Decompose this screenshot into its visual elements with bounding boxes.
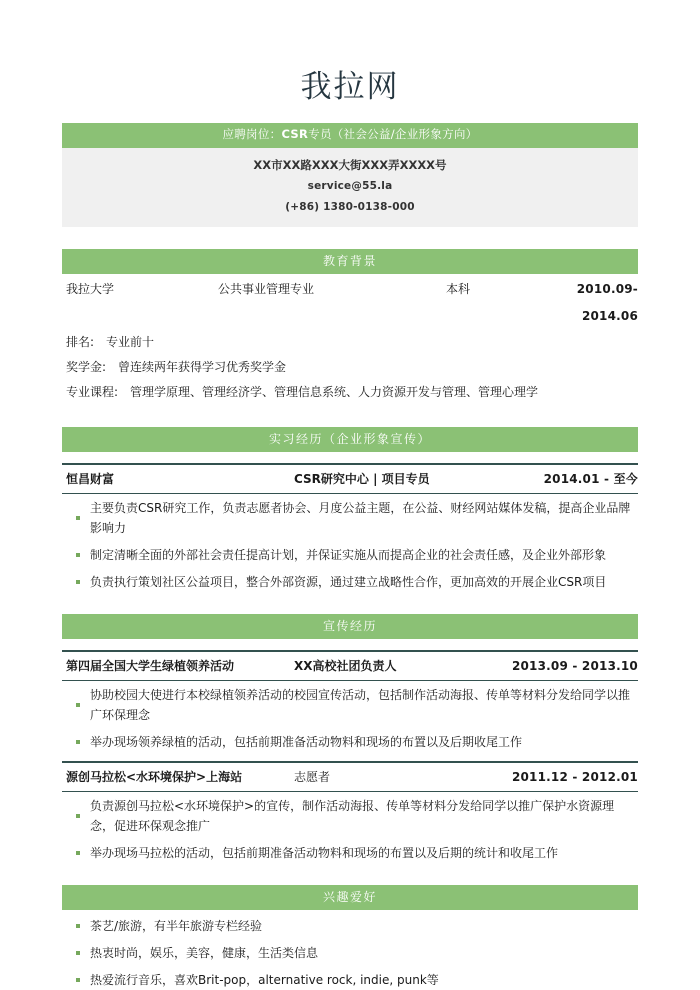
entry-role: XX高校社团负责人 [294, 658, 397, 673]
experience-entry [62, 761, 638, 863]
list-item: 负责执行策划社区公益项目，整合外部资源，通过建立战略性合作，更加高效的开展企业CSR项目 [62, 572, 638, 592]
education-degree: 本科 [446, 281, 471, 296]
job-objective-bar: 应聘岗位：CSR专员（社会公益/企业形象方向） [62, 123, 638, 148]
section-education [62, 249, 638, 405]
education-detail-label: 专业课程: [66, 384, 119, 399]
education-date: 2010.09-2014.06 [576, 281, 638, 323]
education-detail [62, 330, 638, 355]
education-detail [62, 355, 638, 380]
entry-organization: 恒昌财富 [66, 471, 115, 486]
internship-body [62, 452, 638, 592]
entry-role: 志愿者 [294, 769, 331, 784]
section-title-publicity: 宣传经历 [62, 614, 638, 639]
entry-bullet-list [62, 685, 638, 752]
list-item: 茶艺/旅游，有半年旅游专栏经验 [62, 916, 638, 936]
entry-organization: 源创马拉松<水环境保护>上海站 [66, 769, 243, 784]
hobbies-body [62, 910, 638, 990]
list-item: 负责源创马拉松<水环境保护>的宣传，制作活动海报、传单等材料分发给同学以推广保护水资源理念，促进环保观念推广 [62, 796, 638, 836]
education-detail-label: 排名: [66, 334, 95, 349]
education-detail-label: 奖学金: [66, 359, 107, 374]
contact-address: XX市XX路XXX大街XXX弄XXXX号 [253, 157, 447, 172]
education-row [62, 276, 638, 330]
entry-role: CSR研究中心 | 项目专员 [294, 471, 430, 486]
contact-email: service@55.la [307, 179, 393, 192]
section-title-education: 教育背景 [62, 249, 638, 274]
entry-bullet-list [62, 796, 638, 863]
section-internship [62, 427, 638, 592]
contact-phone: (+86) 1380-0138-000 [285, 200, 415, 213]
section-publicity [62, 614, 638, 863]
list-item: 协助校园大使进行本校绿植领养活动的校园宣传活动，包括制作活动海报、传单等材料分发给同学以推广环保理念 [62, 685, 638, 725]
entry-bullet-list [62, 498, 638, 592]
list-item: 举办现场马拉松的活动，包括前期准备活动物料和现场的布置以及后期的统计和收尾工作 [62, 843, 638, 863]
experience-entry [62, 463, 638, 592]
entry-organization: 第四届全国大学生绿植领养活动 [66, 658, 235, 673]
entry-date: 2014.01 - 至今 [543, 471, 638, 486]
entry-header [62, 763, 638, 792]
entry-header [62, 465, 638, 494]
education-detail-value: 专业前十 [106, 334, 155, 349]
section-hobbies [62, 885, 638, 990]
education-school: 我拉大学 [66, 281, 115, 296]
entry-date: 2011.12 - 2012.01 [511, 769, 638, 784]
section-title-hobbies: 兴趣爱好 [62, 885, 638, 910]
publicity-body [62, 639, 638, 863]
education-body [62, 274, 638, 405]
entry-header [62, 652, 638, 681]
list-item: 热爱流行音乐，喜欢Brit-pop，alternative rock, indie, punk等 [62, 970, 638, 990]
experience-entry [62, 650, 638, 752]
list-item: 主要负责CSR研究工作，负责志愿者协会、月度公益主题，在公益、财经网站媒体发稿，提高企业品牌影响力 [62, 498, 638, 538]
list-item: 制定清晰全面的外部社会责任提高计划，并保证实施从而提高企业的社会责任感，及企业外部形象 [62, 545, 638, 565]
education-major: 公共事业管理专业 [218, 281, 315, 296]
entry-date: 2013.09 - 2013.10 [511, 658, 638, 673]
list-item: 热衷时尚，娱乐，美容，健康，生活类信息 [62, 943, 638, 963]
hobbies-list [62, 916, 638, 990]
list-item: 举办现场领养绿植的活动，包括前期准备活动物料和现场的布置以及后期收尾工作 [62, 732, 638, 752]
education-detail [62, 380, 638, 405]
education-detail-value: 管理学原理、管理经济学、管理信息系统、人力资源开发与管理、管理心理学 [130, 384, 539, 399]
section-title-internship: 实习经历（企业形象宣传） [62, 427, 638, 452]
contact-block [62, 148, 638, 227]
page-title: 我拉网 [300, 69, 400, 105]
education-detail-value: 曾连续两年获得学习优秀奖学金 [118, 359, 287, 374]
